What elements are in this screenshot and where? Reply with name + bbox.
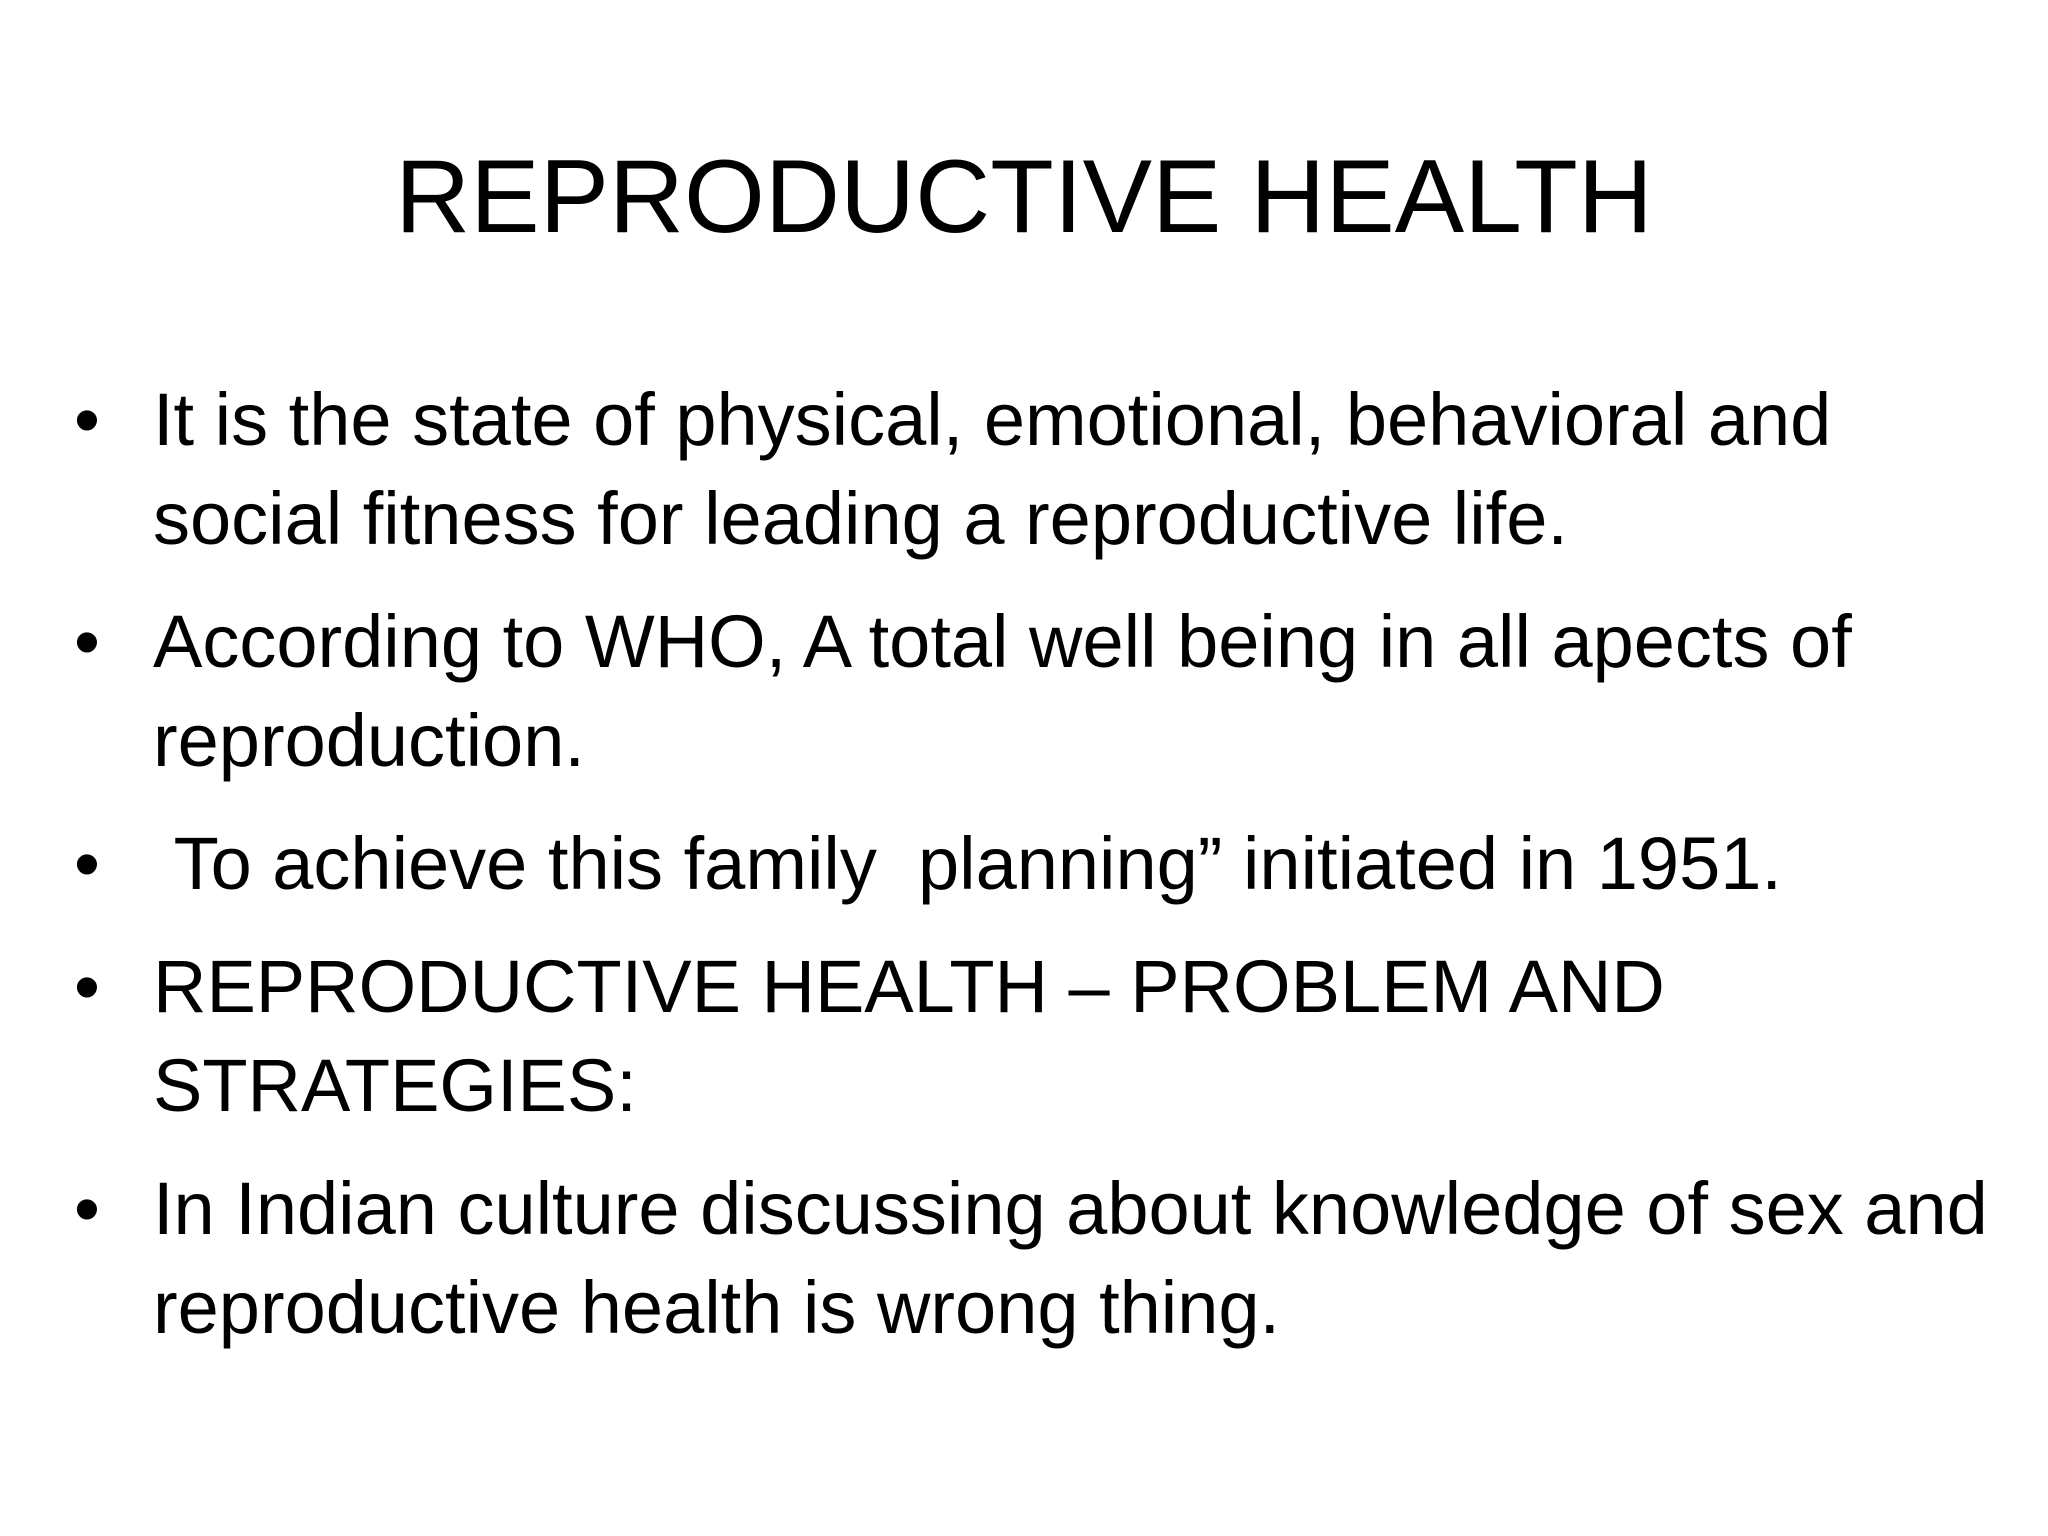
bullet-text: In Indian culture discussing about knowledge of sex and reproductive health is wrong thing. [153,1167,2009,1349]
bullet-text: REPRODUCTIVE HEALTH – PROBLEM AND STRATEGIES: [153,945,1686,1127]
bullet-marker-icon [74,370,124,469]
bullet-marker-icon [74,937,124,1036]
bullet-marker-icon [74,592,124,691]
bullet-item [70,370,2010,568]
bullet-item [70,592,2010,790]
bullet-item [70,1159,2010,1357]
bullet-text: It is the state of physical, emotional, behavioral and social fitness for leading a reproductive life. [153,378,1852,560]
slide-title: REPRODUCTIVE HEALTH [395,139,1653,255]
bullet-marker-icon [74,814,124,913]
bullet-marker-icon [74,1159,124,1258]
bullet-text: According to WHO, A total well being in all apects of reproduction. [153,600,1873,782]
bullet-item [70,814,2010,913]
bullet-text: To achieve this family planning” initiated in 1951. [153,822,1782,905]
bullet-item [70,937,2010,1135]
bullet-list [70,370,2010,1381]
